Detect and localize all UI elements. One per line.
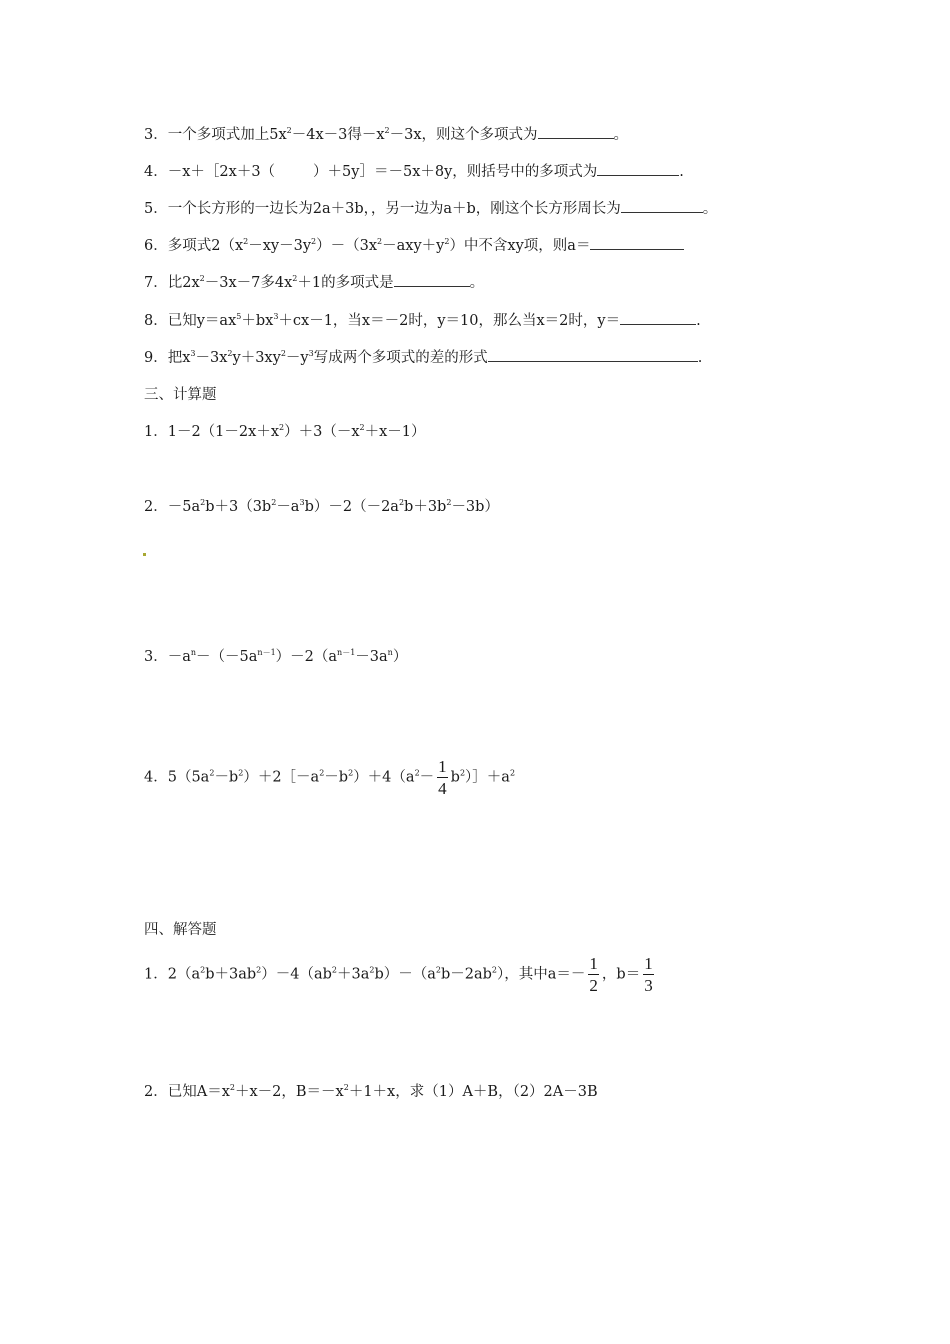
fill-question-5: 5．一个长方形的一边长为2a＋3b，，另一边为a＋b，刚这个长方形周长为 。 (144, 198, 717, 219)
answer-blank[interactable] (590, 235, 684, 250)
fill-question-6: 6．多项式$2(x^2-xy-3y^2)-(3x^2-axy+y^2)$中不含xy项，则a＝ (144, 235, 684, 256)
fill-question-8: 8．已知$y=ax^5+bx^3+cx-1$，当x＝－2时，y＝10，那么当x＝2时，y＝ . (144, 312, 701, 329)
fill-question-3: 3．一个多项式加上$5x^2-4x-3$得$-x^2-3x$，则这个多项式为 。 (144, 126, 629, 143)
section-heading-calculation: 三、计算题 (144, 387, 217, 403)
answer-question-1: 1．$2(a^2b+3ab^2)-4(ab^2+3a^2b)-(a^2b-2ab^2)$，其中a＝－ $\frac{1}{2}$ ，b＝ $\frac{1}{3}$ (144, 954, 653, 995)
answer-blank[interactable] (620, 310, 696, 325)
fill-question-4: 4．－x＋［2x＋3（ ）＋5y］＝－5x＋8y，则括号中的多项式为 . (144, 161, 684, 182)
section-heading-answer: 四、解答题 (144, 922, 217, 938)
stray-mark (143, 553, 146, 556)
answer-question-2: 2．已知$A=x^2+x-2$，$B=-x^2+1+x$，求（1）A＋B，（2）2A－3B (144, 1083, 598, 1100)
calc-question-2: 2．$-5a^2b+3(3b^2-a^3b)-2(-2a^2b+3b^2-3b)$ (144, 498, 499, 515)
fill-question-7: 7．比$2x^2-3x-7$多$4x^2+1$的多项式是 。 (144, 274, 485, 291)
calc-question-1: 1．$1-2(1-2x+x^2)+3(-x^2+x-1)$ (144, 423, 426, 440)
fraction-one-quarter: $\frac{1}{4}$ (438, 757, 447, 798)
fraction-one-half: $\frac{1}{2}$ (589, 954, 598, 995)
answer-blank[interactable] (538, 124, 614, 139)
answer-blank[interactable] (621, 198, 703, 213)
calc-question-3: 3．$-a^n-(-5a^{n-1})-2(a^{n-1}-3a^n)$ (144, 648, 408, 665)
calc-question-4: 4．$5(5a^2-b^2)+2[-a^2-b^2)+4(a^2-$ $\frac{1}{4}$ $b^2)]+a^2$ (144, 757, 516, 798)
fill-question-9: 9．把$x^3-3x^2y+3xy^2-y^3$写成两个多项式的差的形式 . (144, 349, 703, 366)
answer-blank[interactable] (488, 347, 698, 362)
fraction-one-third: $\frac{1}{3}$ (644, 954, 653, 995)
answer-blank[interactable] (394, 272, 470, 287)
answer-blank[interactable] (597, 161, 679, 176)
